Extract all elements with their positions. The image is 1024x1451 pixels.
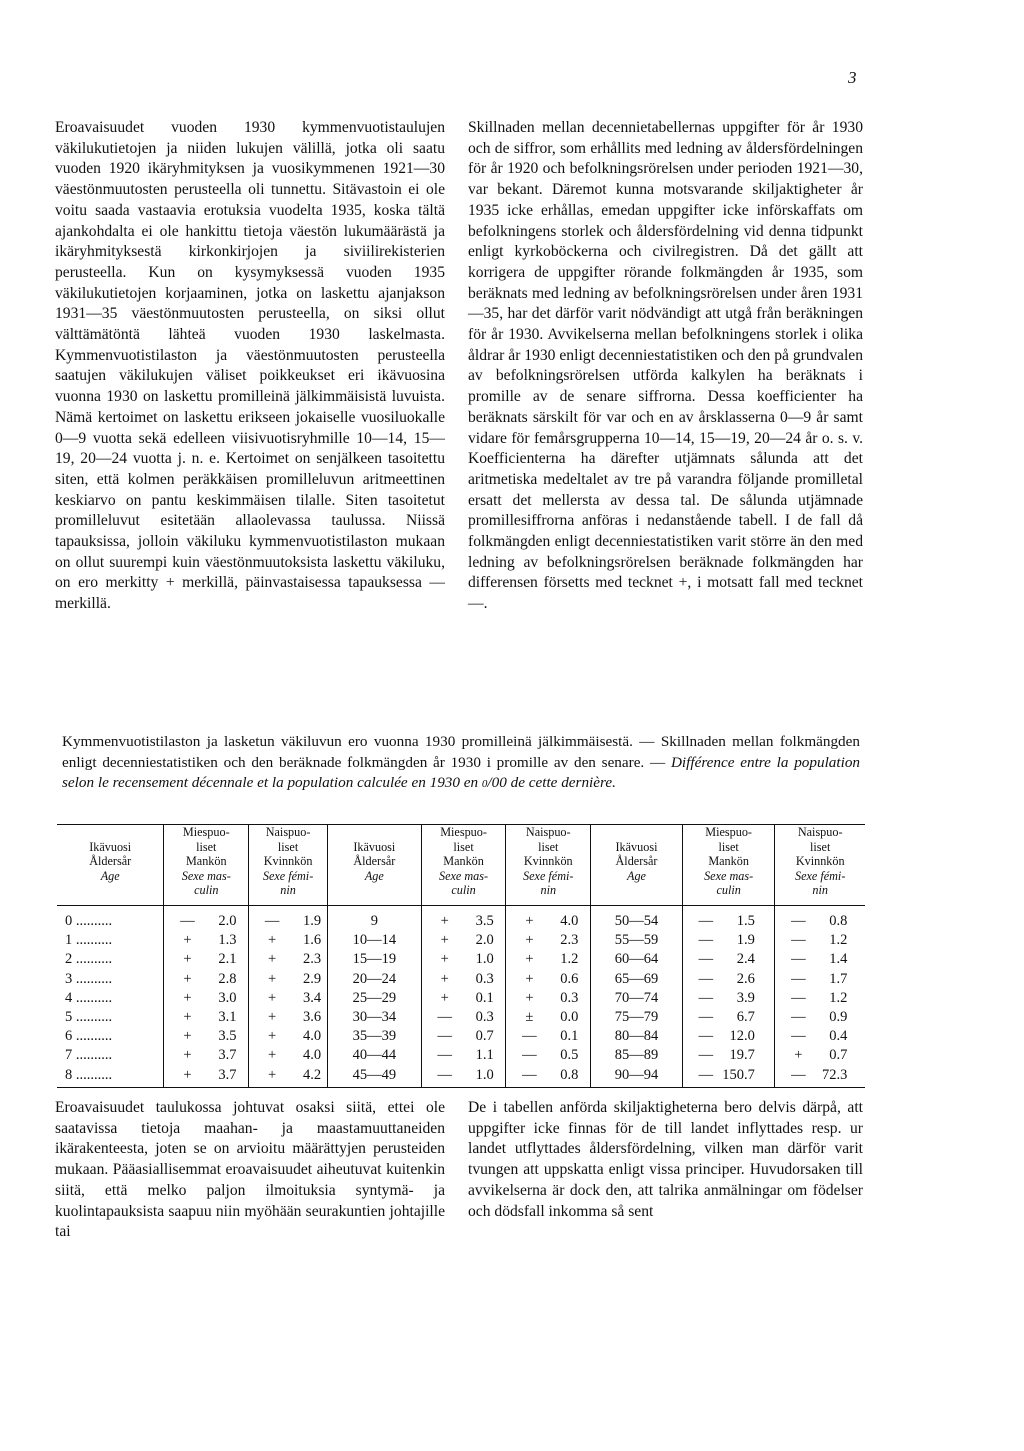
sign: + [183, 932, 192, 949]
sign: — [791, 970, 806, 987]
value: 0.8 [829, 913, 848, 929]
sign: + [183, 951, 192, 968]
sign: + [525, 913, 534, 929]
table-row [57, 1008, 865, 1027]
age-cell: 30—34 [327, 1008, 421, 1027]
age-cell: 35—39 [327, 1027, 421, 1046]
header-female: Naispuo- liset Kvinnkön Sexe fémi- nin [775, 825, 865, 906]
sign: + [183, 1047, 192, 1064]
table-row [57, 970, 865, 989]
male-value-cell [164, 970, 249, 989]
header-age: Ikävuosi Åldersår Age [327, 825, 421, 906]
age-cell: 70—74 [591, 989, 683, 1008]
value: 1.7 [829, 970, 848, 987]
sign: — [437, 1009, 452, 1026]
value: 4.0 [560, 913, 579, 929]
female-value-cell [249, 970, 328, 989]
value: 1.0 [475, 1066, 494, 1083]
sign: — [791, 1028, 806, 1045]
sign: — [791, 1009, 806, 1026]
female-value-cell [506, 970, 591, 989]
value: 1.2 [560, 951, 579, 968]
sign: + [183, 1028, 192, 1045]
finnish-paragraph-1: Eroavaisuudet vuoden 1930 kymmenvuotistaulujen väkilukutietojen ja niiden lukujen välillä, jotka oli saatu vuoden 1920 ikäryhmityksen ja vuosikymmenen 1921—30 väestönmuutosten perusteella oli tunnettu. Sitävastoin ei ole voitu saada vastaavia erotuksia vuodelta 1935, koska tältä ajankohdalta ei ole hankittu tietoja väestön lukumäärästä ja ikäryhmityksestä kirkonkirjojen ja siviilirekisterien perusteella. Kun on kysymyksessä vuoden 1935 väkilukutietojen korjaaminen, jotka on laskettu ajanjakson 1931—35 väestönmuutosten perusteella, on siksi ollut välttämätöntä lähteä vuoden 1930 laskelmasta. Kymmenvuotistilaston ja väestönmuutosten perusteella saatujen väkilukujen väliset poikkeukset eri ikävuosina vuonna 1930 on laskettu promilleinä jälkimmäisistä luvuista. Nämä kertoimet on laskettu erikseen jokaiselle vuosiluokalle 0—9 vuotta sekä edelleen viisivuotisryhmille 10—14, 15—19, 20—24 vuotta j. n. e. Kertoimet on senjälkeen tasoitettu siten, että kolmen peräkkäisen promilleluvun aritmeettinen keskiarvo on pantu keskimmäisen tilalle. Siten tasoitetut promilleluvut esitetään allaolevassa taulussa. Niissä tapauksissa, jolloin väkiluku kymmenvuotistilaston mukaan on ollut suurempi kuin väestönmuutoksista laskettu väkiluku, on ero merkitty + merkillä, päinvastaisessa tapauksessa — merkillä. [55, 119, 445, 613]
male-value-cell [682, 1008, 775, 1027]
female-value-cell [249, 1027, 328, 1046]
male-value-cell [164, 906, 249, 932]
value: 3.6 [303, 1009, 322, 1026]
sign: — [437, 1028, 452, 1045]
value: 1.2 [829, 989, 848, 1006]
male-value-cell [421, 1066, 506, 1088]
female-value-cell [775, 906, 865, 932]
value: 2.9 [303, 970, 322, 987]
value: 6.7 [736, 1009, 755, 1026]
female-value-cell [506, 1008, 591, 1027]
age-cell: 1 .......... [65, 932, 113, 949]
sign: + [440, 989, 449, 1006]
age-cell: 2 .......... [65, 951, 113, 968]
female-value-cell [775, 1008, 865, 1027]
sign: + [440, 951, 449, 968]
table-row [57, 1046, 865, 1065]
value: 3.4 [303, 989, 322, 1006]
value: 3.1 [218, 1009, 237, 1026]
age-cell: 90—94 [591, 1066, 683, 1088]
age-cell: 65—69 [591, 970, 683, 989]
age-cell: 50—54 [591, 906, 683, 932]
male-value-cell [682, 931, 775, 950]
age-cell: 5 .......... [65, 1009, 113, 1026]
male-value-cell [682, 970, 775, 989]
value: 1.5 [736, 913, 755, 929]
value: 0.4 [829, 1028, 848, 1045]
sign: — [698, 970, 714, 987]
female-value-cell [249, 906, 328, 932]
age-cell: 75—79 [591, 1008, 683, 1027]
sign: — [698, 932, 714, 949]
age-cell: 6 .......... [65, 1028, 113, 1045]
value: 0.0 [560, 1009, 579, 1026]
age-cell: 25—29 [327, 989, 421, 1008]
value: 0.1 [560, 1028, 579, 1045]
swedish-text-column-top [468, 118, 863, 615]
sign: — [522, 1047, 537, 1064]
sign: — [264, 913, 280, 929]
sign: — [698, 951, 714, 968]
female-value-cell [775, 1066, 865, 1088]
female-value-cell [249, 950, 328, 969]
sign: + [268, 989, 277, 1006]
value: 12.0 [729, 1028, 755, 1045]
value: 1.2 [829, 932, 848, 949]
female-value-cell [506, 989, 591, 1008]
sign: — [791, 913, 806, 929]
sign: + [268, 970, 277, 987]
header-male: Miespuo- liset Mankön Sexe mas- culin [682, 825, 775, 906]
male-value-cell [421, 1046, 506, 1065]
value: 2.4 [736, 951, 755, 968]
sign: — [698, 989, 714, 1006]
sign: + [268, 951, 277, 968]
age-cell: 4 .......... [65, 989, 113, 1006]
sign: — [698, 913, 714, 929]
table-row [57, 950, 865, 969]
table-row [57, 989, 865, 1008]
value: 2.0 [475, 932, 494, 949]
female-value-cell [506, 1046, 591, 1065]
female-value-cell [249, 1008, 328, 1027]
sign: — [698, 1028, 714, 1045]
female-value-cell [775, 970, 865, 989]
female-value-cell [506, 931, 591, 950]
table-row [57, 1066, 865, 1088]
value: 3.0 [218, 989, 237, 1006]
value: 0.5 [560, 1047, 579, 1064]
male-value-cell [164, 950, 249, 969]
age-cell: 40—44 [327, 1046, 421, 1065]
sign: — [698, 1047, 714, 1064]
value: 2.1 [218, 951, 237, 968]
male-value-cell [682, 1046, 775, 1065]
female-value-cell [249, 1046, 328, 1065]
caption-main: Kymmenvuotistilaston ja lasketun väkiluvun ero vuonna 1930 promilleinä jälkimmäisestä. — Skillnaden mellan folkmängden enligt decenniestatistiken och den beräknade folkmängden år 1930 i promille av den senare. — [62, 733, 860, 771]
sign: + [525, 932, 534, 949]
sign: + [440, 932, 449, 949]
female-value-cell [506, 906, 591, 932]
sign: + [268, 1047, 277, 1064]
finnish-text-column-bottom [55, 1098, 445, 1243]
value: 1.6 [303, 932, 322, 949]
male-value-cell [164, 1027, 249, 1046]
table-row [57, 906, 865, 932]
male-value-cell [421, 950, 506, 969]
value: 4.2 [303, 1066, 322, 1083]
age-cell: 8 .......... [57, 1066, 164, 1088]
value: 0.1 [475, 989, 494, 1006]
age-cell: 80—84 [591, 1027, 683, 1046]
value: 1.3 [218, 932, 237, 949]
finnish-text-column-top [55, 118, 445, 615]
sign: + [440, 970, 449, 987]
sign: + [183, 1009, 192, 1026]
value: 0.7 [475, 1028, 494, 1045]
female-value-cell [775, 931, 865, 950]
value: 3.9 [736, 989, 755, 1006]
female-value-cell [775, 989, 865, 1008]
male-value-cell [421, 906, 506, 932]
male-value-cell [682, 1027, 775, 1046]
sign: + [183, 1066, 192, 1083]
table-caption [62, 732, 860, 795]
page-number: 3 [848, 68, 857, 87]
sign: + [183, 970, 192, 987]
header-female: Naispuo- liset Kvinnkön Sexe fémi- nin [506, 825, 591, 906]
value: 2.3 [560, 932, 579, 949]
caption-french: Différence entre la population selon le recensement décennale et la population calculée en 1930 en 0/00 de cette dernière. [62, 753, 861, 791]
sign: + [794, 1047, 803, 1064]
male-value-cell [682, 989, 775, 1008]
header-age: Ikävuosi Åldersår Age [57, 825, 164, 906]
finnish-paragraph-2: Eroavaisuudet taulukossa johtuvat osaksi siitä, ettei ole saatavissa tietoja maahan- ja maastamuuttaneiden ikärakenteesta, joten se on arvioitu määrättyjen perusteiden mukaan. Pääasiallisemmat eroavaisuudet aiheutuvat kuitenkin siitä, että melko paljon ilmoituksia syntymä- ja kuolintapauksista saapuu niin myöhään seurakuntien johtajille tai [55, 1099, 445, 1241]
age-cell: 45—49 [327, 1066, 421, 1088]
header-male: Miespuo- liset Mankön Sexe mas- culin [164, 825, 249, 906]
sign: + [268, 1066, 277, 1083]
female-value-cell [775, 1046, 865, 1065]
sign: — [522, 1066, 537, 1083]
sign: + [183, 989, 192, 1006]
sign: + [525, 951, 534, 968]
male-value-cell [421, 1027, 506, 1046]
sign: — [791, 951, 806, 968]
value: 150.7 [722, 1066, 755, 1083]
male-value-cell [164, 931, 249, 950]
value: 3.7 [218, 1066, 237, 1083]
male-value-cell [682, 906, 775, 932]
value: 1.1 [475, 1047, 494, 1064]
value: 1.4 [829, 951, 848, 968]
age-cell: 7 .......... [65, 1047, 113, 1064]
header-female: Naispuo- liset Kvinnkön Sexe fémi- nin [249, 825, 328, 906]
sign: + [525, 970, 534, 987]
header-age: Ikävuosi Åldersår Age [591, 825, 683, 906]
female-value-cell [249, 989, 328, 1008]
value: 72.3 [822, 1066, 848, 1083]
table-row [57, 931, 865, 950]
value: 0.3 [560, 989, 579, 1006]
male-value-cell [421, 989, 506, 1008]
swedish-paragraph-2: De i tabellen anförda skiljaktigheterna bero delvis därpå, att uppgifter icke finnas för de till landet inflyttades resp. ur landet utflyttades åldersfördelning, vilken man därför varit tvungen att uppskatta enligt vissa principer. Huvudorsaken till avvikelserna är dock den, att talrika anmälningar om födelser och dödsfall inkomma så sent [468, 1099, 863, 1220]
age-cell: 15—19 [327, 950, 421, 969]
sign: — [437, 1047, 452, 1064]
female-value-cell [506, 1027, 591, 1046]
value: 0.9 [829, 1009, 848, 1026]
female-value-cell [506, 1066, 591, 1088]
age-cell: 9 [327, 906, 421, 932]
female-value-cell [249, 1066, 328, 1088]
age-cell: 60—64 [591, 950, 683, 969]
value: 19.7 [729, 1047, 755, 1064]
swedish-text-column-bottom [468, 1098, 863, 1222]
male-value-cell [164, 1008, 249, 1027]
male-value-cell [421, 970, 506, 989]
sign: + [268, 1009, 277, 1026]
sign: + [268, 1028, 277, 1045]
age-cell: 10—14 [327, 931, 421, 950]
sign: — [698, 1009, 714, 1026]
value: 4.0 [303, 1028, 322, 1045]
age-difference-table [57, 824, 865, 1088]
age-cell: 3 .......... [65, 970, 113, 987]
value: 2.3 [303, 951, 322, 968]
sign: + [525, 989, 534, 1006]
female-value-cell [775, 1027, 865, 1046]
value: 1.0 [475, 951, 494, 968]
male-value-cell [421, 1008, 506, 1027]
age-cell: 55—59 [591, 931, 683, 950]
sign: + [268, 932, 277, 949]
male-value-cell [164, 1066, 249, 1088]
female-value-cell [775, 950, 865, 969]
value: 4.0 [303, 1047, 322, 1064]
value: 1.9 [303, 913, 322, 929]
swedish-paragraph-1: Skillnaden mellan decennietabellernas uppgifter för år 1930 och de siffror, som erhållits med ledning av åldersfördelningen för år 1920 och befolkningsrörelsen under perioden 1921—30, var bekant. Däremot kunna motsvarande skiljaktigheter år 1935 icke erhållas, emedan uppgifter icke införskaffats om befolkningens storlek och åldersfördelning vid denna tidpunkt enligt kyrkoböckerna och civilregistren. Då det gällt att korrigera de uppgifter rörande folkmängden år 1935, som beräknats med ledning av befolkningsrörelsen under åren 1931—35, har det därför varit nödvändigt att utgå från beräkningen för år 1930. Avvikelserna mellan befolkningens storlek i olika åldrar år 1930 enligt decenniestatistiken och den på grundvalen av befolkningsrörelsen utförda kalkylen ha beräknats i promille av de senare siffrorna. Dessa koefficienter ha beräknats särskilt för var och en av årsklasserna 0—9 år samt vidare för femårsgrupperna 10—14, 15—19, 20—24 år o. s. v. Koefficienterna ha därefter utjämnats sålunda att det aritmetiska medeltalet av tre på varandra följande promilletal ersatt det mellersta av dessa tal. De sålunda utjämnade promillesiffrorna anföras i nedanstående tabell. I de fall då folkmängden enligt decenniestatistiken varit större än den med ledning av befolkningsrörelsen beräknade folkmängden har differensen försetts med tecknet +, i motsatt fall med tecknet —. [468, 119, 863, 613]
value: 3.7 [218, 1047, 237, 1064]
value: 2.6 [736, 970, 755, 987]
sign: — [791, 989, 806, 1006]
value: 1.9 [736, 932, 755, 949]
age-cell: 85—89 [591, 1046, 683, 1065]
sign: — [180, 913, 195, 929]
male-value-cell [682, 950, 775, 969]
value: 2.0 [218, 913, 237, 929]
value: 3.5 [475, 913, 494, 929]
sign: ± [525, 1009, 534, 1026]
female-value-cell [249, 931, 328, 950]
value: 0.8 [560, 1066, 579, 1083]
male-value-cell [682, 1066, 775, 1088]
table-header-row [57, 825, 865, 906]
male-value-cell [164, 1046, 249, 1065]
value: 0.6 [560, 970, 579, 987]
value: 2.8 [218, 970, 237, 987]
value: 0.3 [475, 1009, 494, 1026]
age-cell: 0 .......... [65, 913, 113, 929]
sign: — [698, 1066, 714, 1083]
value: 3.5 [218, 1028, 237, 1045]
male-value-cell [421, 931, 506, 950]
sign: — [791, 1066, 806, 1083]
male-value-cell [164, 989, 249, 1008]
age-cell: 20—24 [327, 970, 421, 989]
sign: — [437, 1066, 452, 1083]
table-row [57, 1027, 865, 1046]
female-value-cell [506, 950, 591, 969]
value: 0.7 [829, 1047, 848, 1064]
sign: — [522, 1028, 537, 1045]
value: 0.3 [475, 970, 494, 987]
sign: — [791, 932, 806, 949]
sign: + [440, 913, 449, 929]
header-male: Miespuo- liset Mankön Sexe mas- culin [421, 825, 506, 906]
